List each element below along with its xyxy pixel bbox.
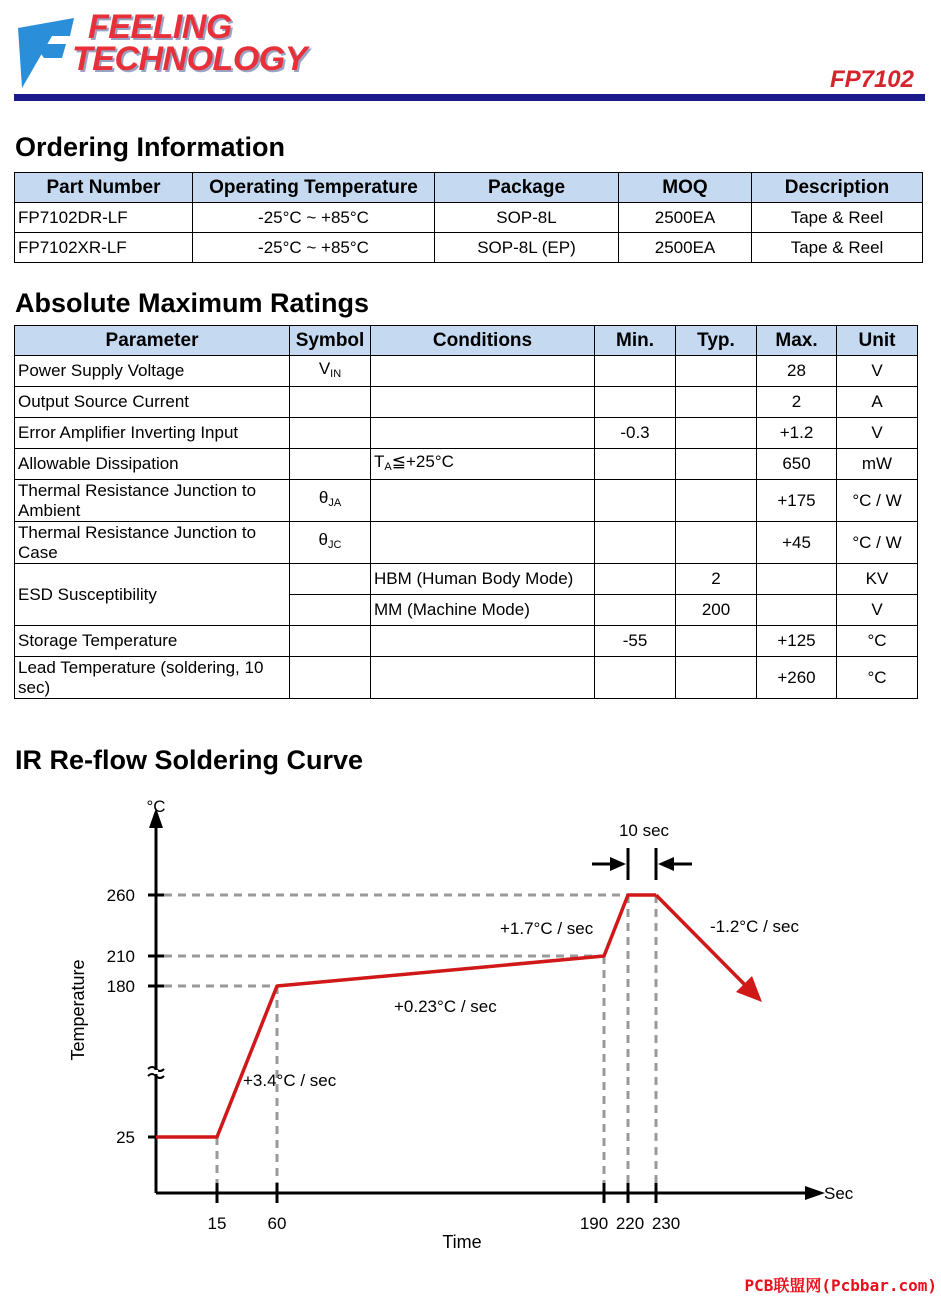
typ-cell: 200: [676, 595, 757, 626]
reflow-title: IR Re-flow Soldering Curve: [15, 745, 364, 775]
unit-cell: V: [837, 356, 918, 387]
unit-cell: V: [837, 418, 918, 449]
y-tick-label: 180: [106, 977, 135, 996]
min-cell: [595, 449, 676, 480]
ordering-cell: SOP-8L (EP): [435, 233, 619, 263]
ordering-col-header: Package: [435, 173, 619, 203]
conditions-cell: [371, 657, 595, 699]
ordering-table: [14, 172, 923, 263]
typ-cell: [676, 522, 757, 564]
param-cell: Storage Temperature: [15, 626, 290, 657]
unit-cell: °C: [837, 626, 918, 657]
ramp2-rate-label: +1.7°C / sec: [500, 919, 594, 938]
logo-text-feeling: FEELING: [88, 8, 232, 46]
unit-cell: °C / W: [837, 480, 918, 522]
symbol-cell: [290, 564, 371, 595]
conditions-cell: [371, 387, 595, 418]
conditions-cell: [371, 418, 595, 449]
ordering-col-header: Part Number: [15, 173, 193, 203]
max-cell: +175: [757, 480, 837, 522]
soak-rate-label: +0.23°C / sec: [394, 997, 497, 1016]
table-row: [15, 418, 918, 449]
unit-cell: mW: [837, 449, 918, 480]
company-logo: [14, 6, 334, 96]
table-row: [15, 564, 918, 595]
ratings-title: Absolute Maximum Ratings: [15, 288, 370, 318]
x-tick-label: 220: [615, 1214, 645, 1233]
table-row: [15, 387, 918, 418]
header-rule: [14, 94, 925, 101]
conditions-cell: HBM (Human Body Mode): [371, 564, 595, 595]
min-cell: [595, 522, 676, 564]
param-cell: Thermal Resistance Junction to Ambient: [15, 480, 290, 522]
y-tick-label: 25: [116, 1128, 135, 1147]
symbol-cell: $\theta_{JC}$: [290, 522, 371, 564]
param-cell: Power Supply Voltage: [15, 356, 290, 387]
min-cell: [595, 564, 676, 595]
x-tick-label: 190: [579, 1214, 609, 1233]
table-row: [15, 449, 918, 480]
max-cell: 28: [757, 356, 837, 387]
logo-text-technology: TECHNOLOGY: [72, 40, 307, 78]
ordering-cell: -25°C ~ +85°C: [193, 233, 435, 263]
ratings-col-header: Typ.: [676, 326, 757, 356]
ordering-cell: SOP-8L: [435, 203, 619, 233]
y-tick-label: 260: [106, 886, 135, 905]
table-row: [15, 657, 918, 699]
unit-cell: A: [837, 387, 918, 418]
part-number-title: FP7102: [829, 66, 914, 93]
symbol-cell: [290, 387, 371, 418]
param-cell: Lead Temperature (soldering, 10 sec): [15, 657, 290, 699]
ratings-col-header: Conditions: [371, 326, 595, 356]
reflow-chart: [0, 780, 941, 1270]
param-cell: Error Amplifier Inverting Input: [15, 418, 290, 449]
y-unit-label: °C: [146, 797, 166, 816]
ordering-cell: 2500EA: [619, 233, 752, 263]
param-cell: Thermal Resistance Junction to Case: [15, 522, 290, 564]
ordering-cell: Tape & Reel: [752, 233, 923, 263]
typ-cell: [676, 356, 757, 387]
peak-duration-label: 10 sec: [618, 821, 670, 840]
unit-cell: V: [837, 595, 918, 626]
ordering-col-header: Operating Temperature: [193, 173, 435, 203]
cool-rate-label: -1.2°C / sec: [710, 917, 799, 936]
param-cell: ESD Susceptibility: [15, 564, 290, 626]
x-tick-label: 60: [267, 1214, 287, 1233]
conditions-cell: $T_A≦+25^\circ C$: [371, 449, 595, 480]
typ-cell: 2: [676, 564, 757, 595]
min-cell: [595, 480, 676, 522]
symbol-cell: [290, 626, 371, 657]
max-cell: +45: [757, 522, 837, 564]
ordering-cell: FP7102XR-LF: [15, 233, 193, 263]
x-tick-label: 230: [651, 1214, 681, 1233]
table-row: [15, 626, 918, 657]
max-cell: [757, 564, 837, 595]
table-row: [15, 356, 918, 387]
x-unit-label: Sec: [824, 1184, 854, 1203]
ratings-col-header: Parameter: [15, 326, 290, 356]
cooling-line: [656, 895, 748, 988]
max-cell: +260: [757, 657, 837, 699]
symbol-cell: $V_{IN}$: [290, 356, 371, 387]
conditions-cell: [371, 356, 595, 387]
min-cell: -55: [595, 626, 676, 657]
unit-cell: °C: [837, 657, 918, 699]
typ-cell: [676, 387, 757, 418]
symbol-cell: [290, 595, 371, 626]
max-cell: +1.2: [757, 418, 837, 449]
watermark: PCB联盟网(Pcbbar.com): [744, 1276, 937, 1295]
min-cell: [595, 387, 676, 418]
ordering-cell: -25°C ~ +85°C: [193, 203, 435, 233]
ordering-cell: Tape & Reel: [752, 203, 923, 233]
symbol-cell: [290, 418, 371, 449]
unit-cell: °C / W: [837, 522, 918, 564]
ordering-title: Ordering Information: [15, 132, 285, 162]
max-cell: +125: [757, 626, 837, 657]
unit-cell: KV: [837, 564, 918, 595]
conditions-cell: [371, 626, 595, 657]
ordering-col-header: Description: [752, 173, 923, 203]
typ-cell: [676, 418, 757, 449]
param-cell: Allowable Dissipation: [15, 449, 290, 480]
min-cell: [595, 595, 676, 626]
x-axis-label: Time: [442, 1232, 482, 1252]
ratings-col-header: Max.: [757, 326, 837, 356]
param-cell: Output Source Current: [15, 387, 290, 418]
peak-arrow-right-icon: [610, 857, 626, 871]
y-tick-label: 210: [106, 947, 135, 966]
table-row: [15, 203, 923, 233]
table-row: [15, 522, 918, 564]
peak-arrow-left-icon: [658, 857, 674, 871]
x-tick-label: 15: [207, 1214, 227, 1233]
conditions-cell: [371, 480, 595, 522]
table-row: [15, 480, 918, 522]
ramp1-rate-label: +3.4°C / sec: [243, 1071, 337, 1090]
conditions-cell: MM (Machine Mode): [371, 595, 595, 626]
ordering-cell: 2500EA: [619, 203, 752, 233]
max-cell: [757, 595, 837, 626]
ratings-col-header: Unit: [837, 326, 918, 356]
min-cell: [595, 657, 676, 699]
ratings-table: [14, 325, 918, 699]
axis-break-gap: [154, 1070, 158, 1074]
symbol-cell: [290, 449, 371, 480]
conditions-cell: [371, 522, 595, 564]
table-row: [15, 233, 923, 263]
typ-cell: [676, 449, 757, 480]
min-cell: -0.3: [595, 418, 676, 449]
min-cell: [595, 356, 676, 387]
ratings-col-header: Min.: [595, 326, 676, 356]
ordering-cell: FP7102DR-LF: [15, 203, 193, 233]
x-axis-arrow-icon: [805, 1186, 825, 1200]
typ-cell: [676, 657, 757, 699]
y-axis-label: Temperature: [68, 959, 88, 1061]
max-cell: 2: [757, 387, 837, 418]
max-cell: 650: [757, 449, 837, 480]
ordering-col-header: MOQ: [619, 173, 752, 203]
typ-cell: [676, 480, 757, 522]
typ-cell: [676, 626, 757, 657]
symbol-cell: [290, 657, 371, 699]
ratings-col-header: Symbol: [290, 326, 371, 356]
symbol-cell: $\theta_{JA}$: [290, 480, 371, 522]
